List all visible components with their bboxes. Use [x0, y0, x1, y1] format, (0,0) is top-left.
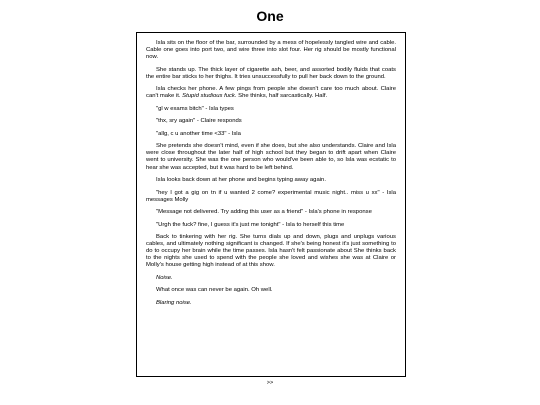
paragraph [146, 86, 396, 100]
paragraph: Blaring noise. [156, 299, 192, 306]
paragraph: Isla looks back down at her phone and begins typing away again. [156, 177, 326, 184]
text-message: "Urgh the fuck? fine, I guess it's just me tonight" - Isla to herself this time [156, 221, 345, 228]
paragraph: What once was can never be again. Oh well. [156, 287, 273, 294]
paragraph-text: She thinks, half sarcastically. Half. [236, 93, 328, 100]
paragraph: Noise. [156, 274, 173, 281]
paragraph: She stands up. The thick layer of cigarette ash, beer, and assorted bodily fluids that coats the entire bar sticks to her thighs. It tries unsuccessfully to pull her back down to the ground. [146, 66, 396, 80]
paragraph: Isla sits on the floor of the bar, surrounded by a mess of hopelessly tangled wire and cable. Cable one goes into port two, and wire three into slot four. Her rig should be mostly functional now. [146, 40, 396, 61]
text-message: "gl w exams bitch" - Isla types [156, 105, 234, 112]
story-text-box [136, 32, 406, 377]
paragraph: Back to tinkering with her rig. She turns dials up and down, plugs and unplugs various cables, and ultimately nothing significant is changed. If she's being honest it's just something to do to occupy her brain while the time passes. Isla hasn't felt passionate about She thinks back to the nights she used to spend with the people she loved and wishes she was at Claire or Molly's house getting high instead of at this show. [146, 234, 396, 269]
text-message: "allg, c u another time <33" - Isla [156, 130, 241, 137]
paragraph-text: Isla checks her phone. A few pings from people she doesn't care too much about. Claire can't make it. [146, 86, 396, 100]
page-title: One [256, 8, 284, 24]
text-message: "hey I got a gig on tn if u wanted 2 come? experimental music night.. miss u xx" - Isla messages Molly [146, 189, 396, 203]
text-message: "Message not delivered. Try adding this user as a friend" - Isla's phone in response [156, 209, 372, 216]
next-page-link[interactable]: >> [266, 380, 274, 386]
paragraph: She pretends she doesn't mind, even if she does, but she also understands. Claire and Isla were close throughout the later half of high school but they began to drift apart when Claire went to university. She was the one person who would've been able to, so Isla was ecstatic to hear she was accepted, but it was hard to be left behind. [146, 143, 396, 171]
text-message: "thx, sry again" - Claire responds [156, 118, 242, 125]
italic-thought: Stupid studious fuck. [182, 93, 237, 100]
